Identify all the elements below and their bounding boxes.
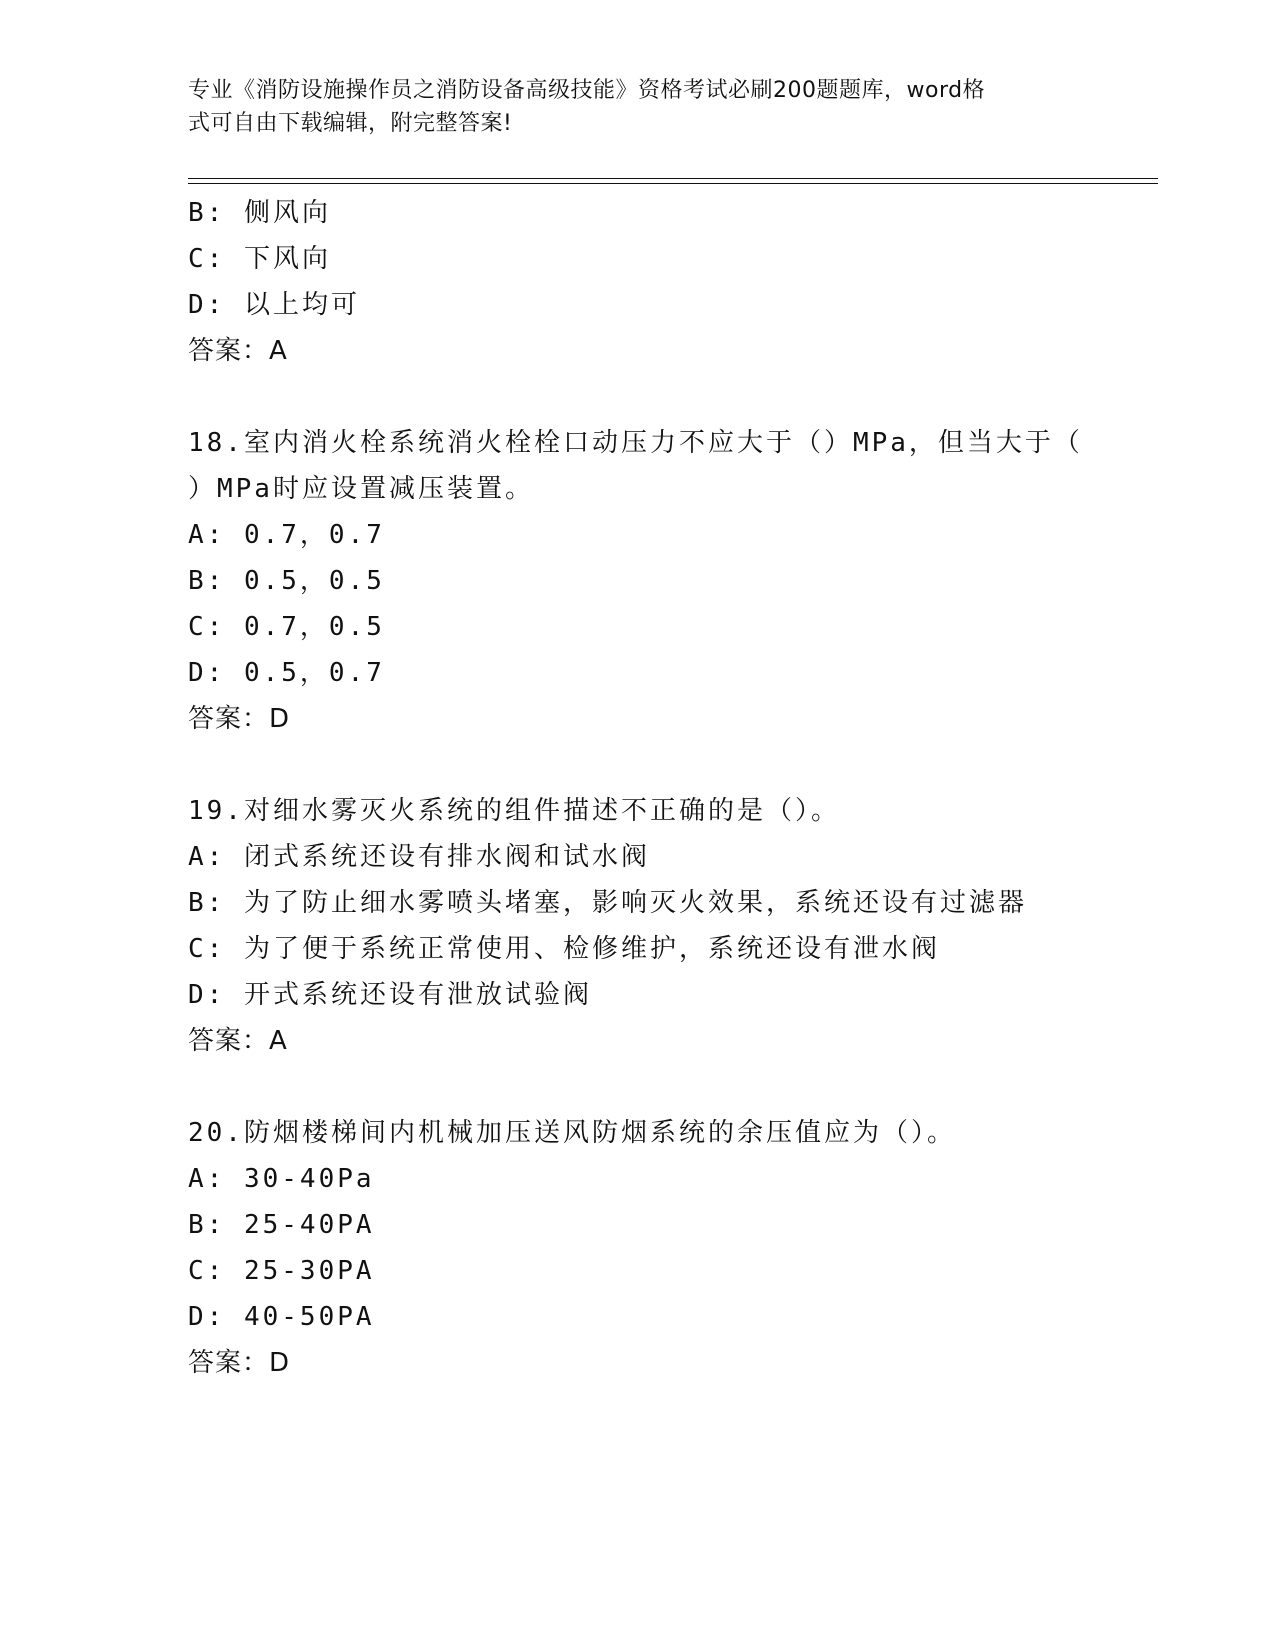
option-c: C: 0.7，0.5: [188, 612, 385, 642]
answer-line: 答案：A: [188, 1026, 288, 1056]
option-d: D: 0.5，0.7: [188, 658, 385, 688]
question-title-line-2: ）MPa时应设置减压装置。: [188, 474, 534, 504]
option-b: B: 侧风向: [188, 198, 331, 228]
option-c: C: 为了便于系统正常使用、检修维护，系统还设有泄水阀: [188, 934, 940, 964]
spacer: [188, 1064, 1148, 1110]
document-header: [188, 74, 1068, 140]
option-a: A: 闭式系统还设有排水阀和试水阀: [188, 842, 650, 872]
question-18: [188, 420, 1148, 742]
option-b: B: 0.5，0.5: [188, 566, 385, 596]
header-divider-bottom: [188, 183, 1158, 184]
question-list: [188, 190, 1148, 1386]
header-line-2: 式可自由下载编辑，附完整答案!: [188, 111, 513, 136]
question-title: 20.防烟楼梯间内机械加压送风防烟系统的余压值应为（）。: [188, 1118, 956, 1148]
question-19: [188, 788, 1148, 1064]
option-c: C: 25-30PA: [188, 1256, 375, 1286]
question-17-continued: [188, 190, 1148, 374]
option-b: B: 为了防止细水雾喷头堵塞，影响灭火效果，系统还设有过滤器: [188, 888, 1027, 918]
question-title-line-1: 18.室内消火栓系统消火栓栓口动压力不应大于（）MPa，但当大于（: [188, 428, 1083, 458]
header-divider-top: [188, 178, 1158, 179]
option-b: B: 25-40PA: [188, 1210, 375, 1240]
spacer: [188, 374, 1148, 420]
question-title: 19.对细水雾灭火系统的组件描述不正确的是（）。: [188, 796, 840, 826]
option-d: D: 以上均可: [188, 290, 360, 320]
option-c: C: 下风向: [188, 244, 331, 274]
option-a: A: 30-40Pa: [188, 1164, 375, 1194]
option-a: A: 0.7，0.7: [188, 520, 385, 550]
option-d: D: 40-50PA: [188, 1302, 375, 1332]
spacer: [188, 742, 1148, 788]
answer-line: 答案：D: [188, 704, 291, 734]
option-d: D: 开式系统还设有泄放试验阀: [188, 980, 592, 1010]
header-line-1: 专业《消防设施操作员之消防设备高级技能》资格考试必刷200题题库，word格: [188, 78, 986, 103]
answer-line: 答案：D: [188, 1348, 291, 1378]
question-20: [188, 1110, 1148, 1386]
answer-line: 答案：A: [188, 336, 288, 366]
